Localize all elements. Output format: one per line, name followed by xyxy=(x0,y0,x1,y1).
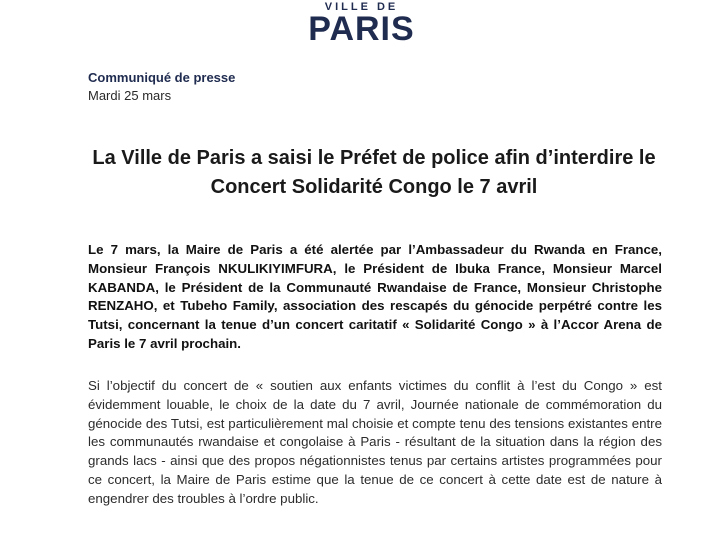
logo-main-text: PARIS xyxy=(308,10,415,48)
press-release-date: Mardi 25 mars xyxy=(88,88,172,103)
body-paragraph: Si l’objectif du concert de « soutien aux enfants victimes du conflit à l’est du Congo » est évidemment louable, le choix de la date du 7 avril, Journée nationale de commémoration du génocide des Tutsi, est particulièrement mal choisie et compte tenu des tensions existantes entre les communautés rwandaise et congolaise à Paris - résultant de la situation dans la région des grands lacs - ainsi que des propos négationnistes tenus par certains artistes programmées pour ce concert, la Maire de Paris estime que la tenue de ce concert à cette date est de nature à engendrer des troubles à l’ordre public. xyxy=(88,378,662,506)
ville-de-paris-logo xyxy=(0,0,723,48)
press-release-label: Communiqué de presse xyxy=(88,70,236,85)
lead-paragraph: Le 7 mars, la Maire de Paris a été alertée par l’Ambassadeur du Rwanda en France, Monsieur François NKULIKIYIMFURA, le Président de Ibuka France, Monsieur Marcel KABANDA, le Président de la Communauté Rwandaise de France, Monsieur Christophe RENZAHO, et Tubeho Family, association des rescapés du génocide perpétré contre les Tutsi, concernant la tenue d’un concert caritatif « Solidarité Congo » à l’Accor Arena de Paris le 7 avril prochain. xyxy=(88,242,662,351)
page-title: La Ville de Paris a saisi le Préfet de police afin d’interdire le Concert Solidarité Congo le 7 avril xyxy=(92,147,656,198)
logo-top-text: VILLE DE xyxy=(324,1,399,13)
